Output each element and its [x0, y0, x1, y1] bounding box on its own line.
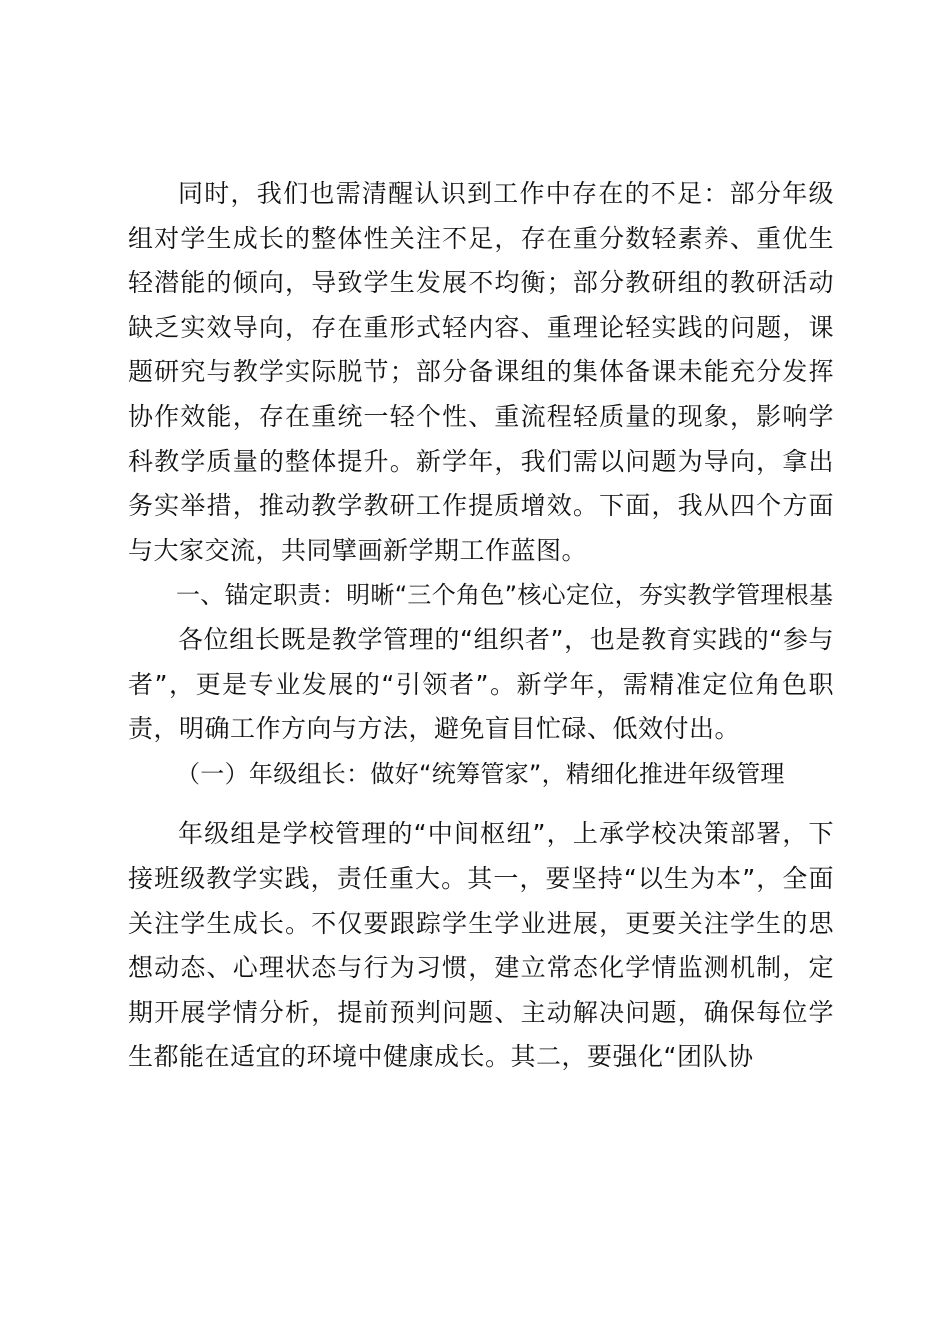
paragraph-roles-intro: 各位组长既是教学管理的“组织者”，也是教育实践的“参与者”，更是专业发展的“引领者”。新学年，需精准定位角色职责，明确工作方向与方法，避免盲目忙碌、低效付出。 — [128, 624, 834, 744]
section-heading-1: 一、锚定职责：明晰“三个角色”核心定位，夯实教学管理根基 — [176, 581, 834, 610]
document-body — [128, 172, 834, 1080]
paragraph-grade-group: 年级组是学校管理的“中间枢纽”，上承学校决策部署，下接班级教学实践，责任重大。其一，要坚持“以生为本”，全面关注学生成长。不仅要跟踪学生学业进展，更要关注学生的思想动态、心理状态与行为习惯，建立常态化学情监测机制，定期开展学情分析，提前预判问题、主动解决问题，确保每位学生都能在适宜的环境中健康成长。其二，要强化“团队协 — [128, 819, 834, 1072]
subsection-heading-1: （一）年级组长：做好“统筹管家”，精细化推进年级管理 — [176, 759, 785, 788]
paragraph-shortcomings: 同时，我们也需清醒认识到工作中存在的不足：部分年级组对学生成长的整体性关注不足，存在重分数轻素养、重优生轻潜能的倾向，导致学生发展不均衡；部分教研组的教研活动缺乏实效导向，存在重形式轻内容、重理论轻实践的问题，课题研究与教学实际脱节；部分备课组的集体备课未能充分发挥协作效能，存在重统一轻个性、重流程轻质量的现象，影响学科教学质量的整体提升。新学年，我们需以问题为导向，拿出务实举措，推动教学教研工作提质增效。下面，我从四个方面与大家交流，共同擘画新学期工作蓝图。 — [128, 179, 834, 565]
